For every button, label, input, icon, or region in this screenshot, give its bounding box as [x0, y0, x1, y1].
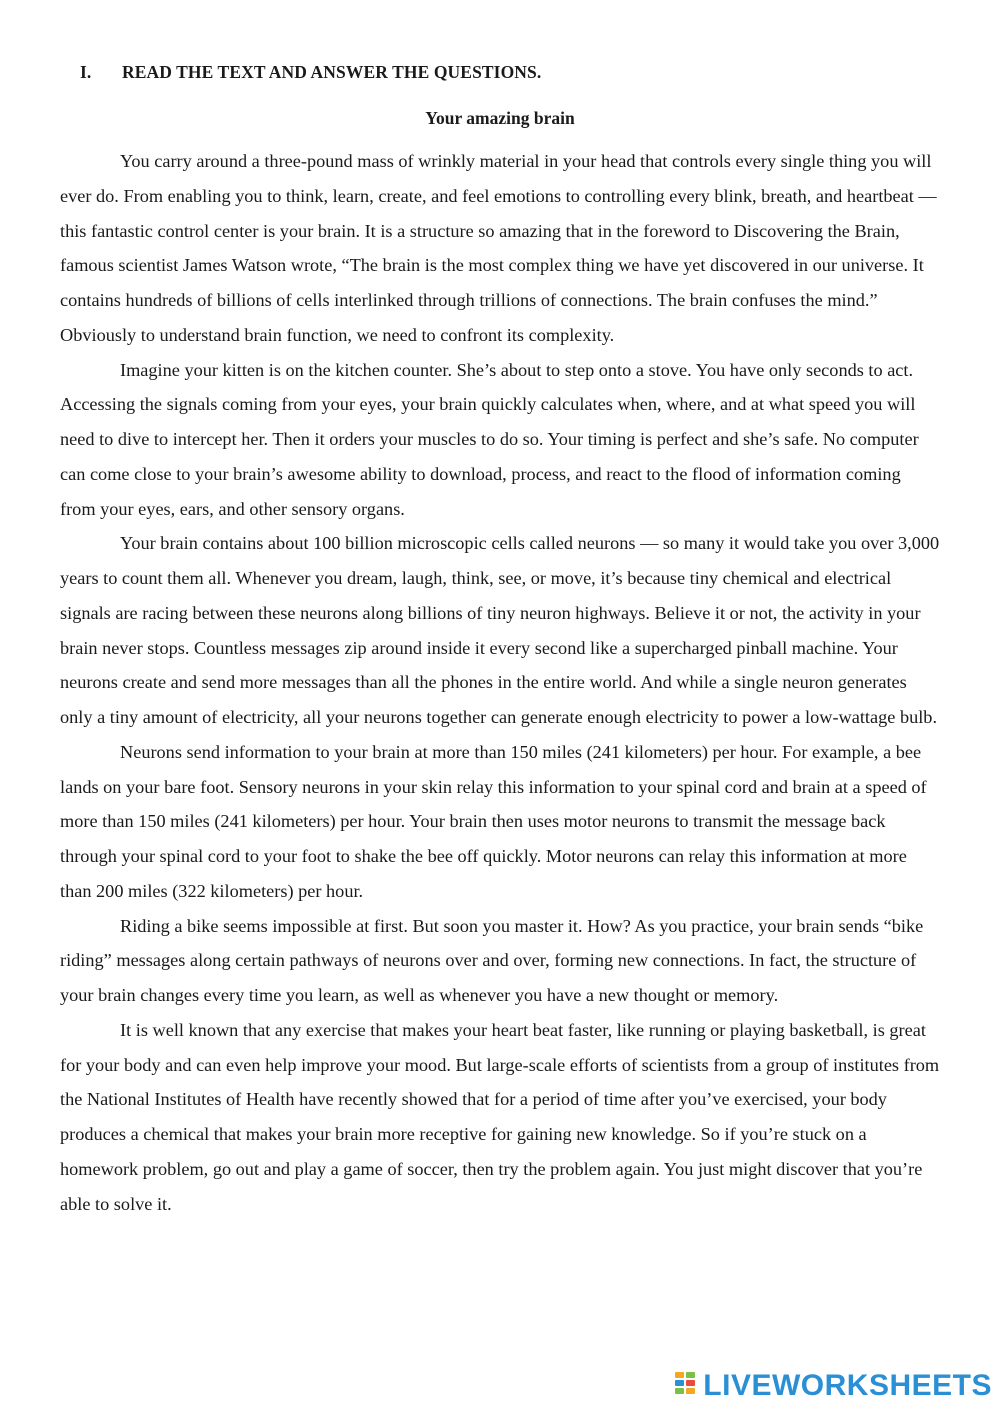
paragraph-6: It is well known that any exercise that makes your heart beat faster, like running or playing basketball, is great for your body and can even help improve your mood. But large-scale efforts of scientists from a group of institutes from the National Institutes of Health have recently showed that for a period of time after you’ve exercised, your body produces a chemical that makes your brain more receptive for gaining new knowledge. So if you’re stuck on a homework problem, go out and play a game of soccer, then try the problem again. You just might discover that you’re able to solve it.	[60, 1019, 940, 1214]
paragraph-1: You carry around a three-pound mass of wrinkly material in your head that controls every single thing you will ever do. From enabling you to think, learn, create, and feel emotions to controlling every blink, breath, and heartbeat — this fantastic control center is your brain. It is a structure so amazing that in the foreword to Discovering the Brain, famous scientist James Watson wrote, “The brain is the most complex thing we have yet discovered in our universe. It contains hundreds of billions of cells interlinked through trillions of connections. The brain confuses the mind.” Obviously to understand brain function, we need to confront its complexity.	[60, 151, 937, 345]
reading-title: Your amazing brain	[425, 108, 575, 128]
paragraph-4: Neurons send information to your brain at more than 150 miles (241 kilometers) per hour. For example, a bee lands on your bare foot. Sensory neurons in your skin relay this information to your spinal cord and brain at a speed of more than 150 miles (241 kilometers) per hour. Your brain then uses motor neurons to transmit the message back through your spinal cord to your foot to shake the bee off quickly. Motor neurons can relay this information at more than 200 miles (322 kilometers) per hour.	[60, 741, 927, 901]
section-number: I.	[80, 62, 92, 82]
section-heading-text: READ THE TEXT AND ANSWER THE QUESTIONS.	[122, 62, 542, 82]
liveworksheets-logo-icon	[675, 1372, 697, 1400]
worksheet-page	[60, 58, 940, 1221]
paragraph-2: Imagine your kitten is on the kitchen counter. She’s about to step onto a stove. You have only seconds to act. Accessing the signals coming from your eyes, your brain quickly calculates when, where, and at what speed you will need to dive to intercept her. Then it orders your muscles to do so. Your timing is perfect and she’s safe. No computer can come close to your brain’s awesome ability to download, process, and react to the flood of information coming from your eyes, ears, and other sensory organs.	[60, 359, 919, 519]
liveworksheets-logo	[675, 1371, 992, 1401]
paragraph-5: Riding a bike seems impossible at first. But soon you master it. How? As you practice, your brain sends “bike riding” messages along certain pathways of neurons over and over, forming new connections. In fact, the structure of your brain changes every time you learn, as well as whenever you have a new thought or memory.	[60, 915, 924, 1005]
paragraph-3: Your brain contains about 100 billion microscopic cells called neurons — so many it would take you over 3,000 years to count them all. Whenever you dream, laugh, think, see, or move, it’s because tiny chemical and electrical signals are racing between these neurons along billions of tiny neuron highways. Believe it or not, the activity in your brain never stops. Countless messages zip around inside it every second like a supercharged pinball machine. Your neurons create and send more messages than all the phones in the entire world. And while a single neuron generates only a tiny amount of electricity, all your neurons together can generate enough electricity to power a low-wattage bulb.	[60, 533, 940, 727]
liveworksheets-logo-text: LIVEWORKSHEETS	[703, 1369, 992, 1402]
section-heading	[80, 58, 940, 86]
